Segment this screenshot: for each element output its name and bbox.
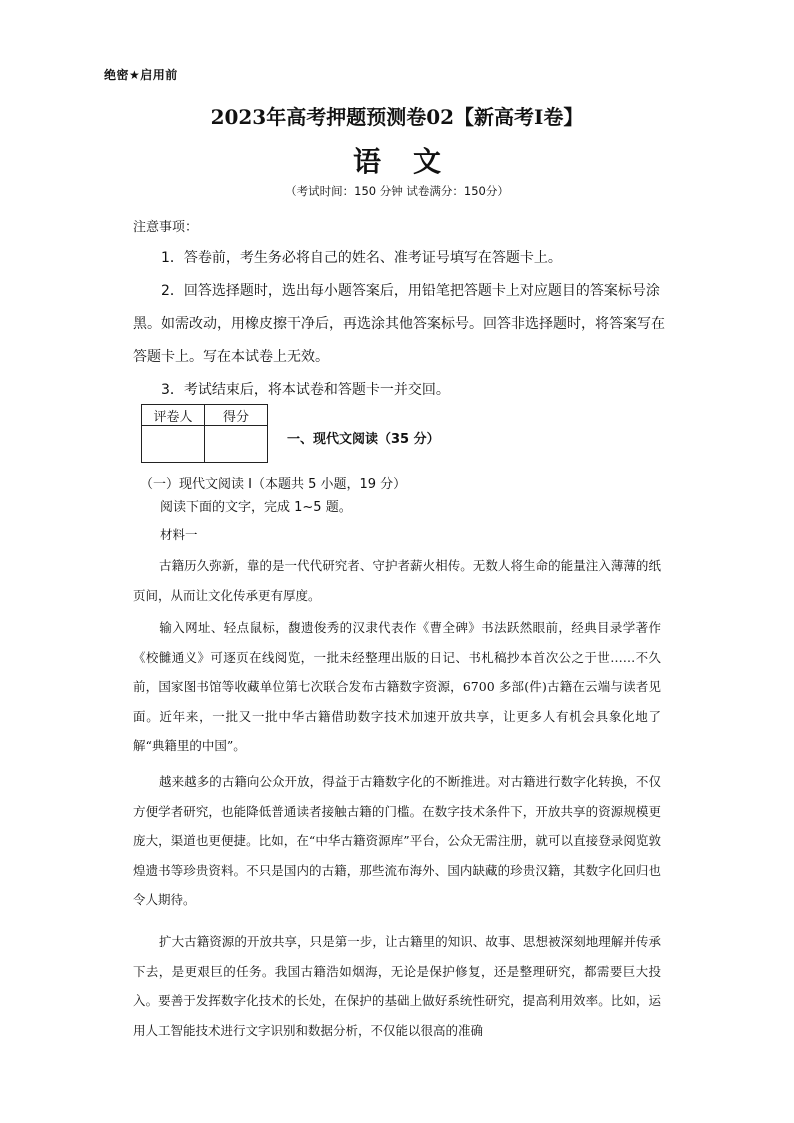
score-table-body-row (142, 426, 268, 463)
sub-section-title: （一）现代文阅读 I（本题共 5 小题，19 分） (140, 477, 407, 492)
note-text: 1．答卷前，考生务必将自己的姓名、准考证号填写在答题卡上。 (161, 250, 562, 266)
subject-title (0, 140, 794, 180)
subject-char: 语 (352, 145, 381, 178)
paragraph (133, 927, 661, 1045)
material-label: 材料一 (160, 527, 198, 542)
score-table (141, 404, 268, 463)
confidential-label: 绝密★启用前 (104, 68, 178, 82)
score-header: 得分 (205, 405, 268, 426)
paragraph (133, 613, 661, 761)
paragraph-text: 扩大古籍资源的开放共享，只是第一步，让古籍里的知识、故事、思想被深刻地理解并传承下去，是更艰巨的任务。我国古籍浩如烟海，无论是保护修复，还是整理研究，都需要巨大投入。要善于发挥数字化技术的长处，在保护的基础上做好系统性研究，提高利用效率。比如，运用人工智能技术进行文字识别和数据分析，不仅能以很高的准确 (133, 934, 661, 1038)
score-cell[interactable] (205, 426, 268, 463)
note-item (133, 275, 668, 374)
grader-header: 评卷人 (142, 405, 205, 426)
paragraph-text: 越来越多的古籍向公众开放，得益于古籍数字化的不断推进。对古籍进行数字化转换，不仅方便学者研究，也能降低普通读者接触古籍的门槛。在数字技术条件下，开放共享的资源规模更庞大，渠道也更便捷。比如，在“中华古籍资源库”平台，公众无需注册，就可以直接登录阅览敦煌遗书等珍贵资料。不只是国内的古籍，那些流布海外、国内缺藏的珍贵汉籍，其数字化回归也令人期待。 (133, 774, 661, 907)
grader-cell[interactable] (142, 426, 205, 463)
section-title: 一、现代文阅读（35 分） (287, 432, 440, 447)
subject-char: 文 (413, 145, 442, 178)
paragraph (133, 767, 661, 915)
exam-title: 2023年高考押题预测卷02【新高考I卷】 (210, 105, 584, 129)
paragraph (133, 551, 661, 610)
score-table-header-row (142, 405, 268, 426)
paragraph-text: 古籍历久弥新，靠的是一代代研究者、守护者薪火相传。无数人将生命的能量注入薄薄的纸页间，从而让文化传承更有厚度。 (133, 558, 661, 603)
note-text: 3．考试结束后，将本试卷和答题卡一并交回。 (161, 382, 450, 398)
note-item (133, 374, 668, 407)
notes-heading: 注意事项： (133, 220, 199, 235)
reading-instruction: 阅读下面的文字，完成 1~5 题。 (160, 500, 352, 515)
exam-info: （考试时间：150 分钟 试卷满分：150分） (285, 184, 509, 198)
paragraph-text: 输入网址、轻点鼠标，馥遗俊秀的汉隶代表作《曹全碑》书法跃然眼前，经典目录学著作《校雠通义》可逐页在线阅览，一批未经整理出版的日记、书札稿抄本首次公之于世……不久前，国家图书馆等收藏单位第七次联合发布古籍数字资源，6700 多部(件)古籍在云端与读者见面。近年来，一批又一批中华古籍借助数字技术加速开放共享，让更多人有机会具象化地了解“典籍里的中国”。 (133, 620, 661, 753)
note-text: 2．回答选择题时，选出每小题答案后，用铅笔把答题卡上对应题目的答案标号涂黑。如需改动，用橡皮擦干净后，再选涂其他答案标号。回答非选择题时，将答案写在答题卡上。写在本试卷上无效。 (133, 283, 665, 365)
note-item (133, 242, 668, 275)
